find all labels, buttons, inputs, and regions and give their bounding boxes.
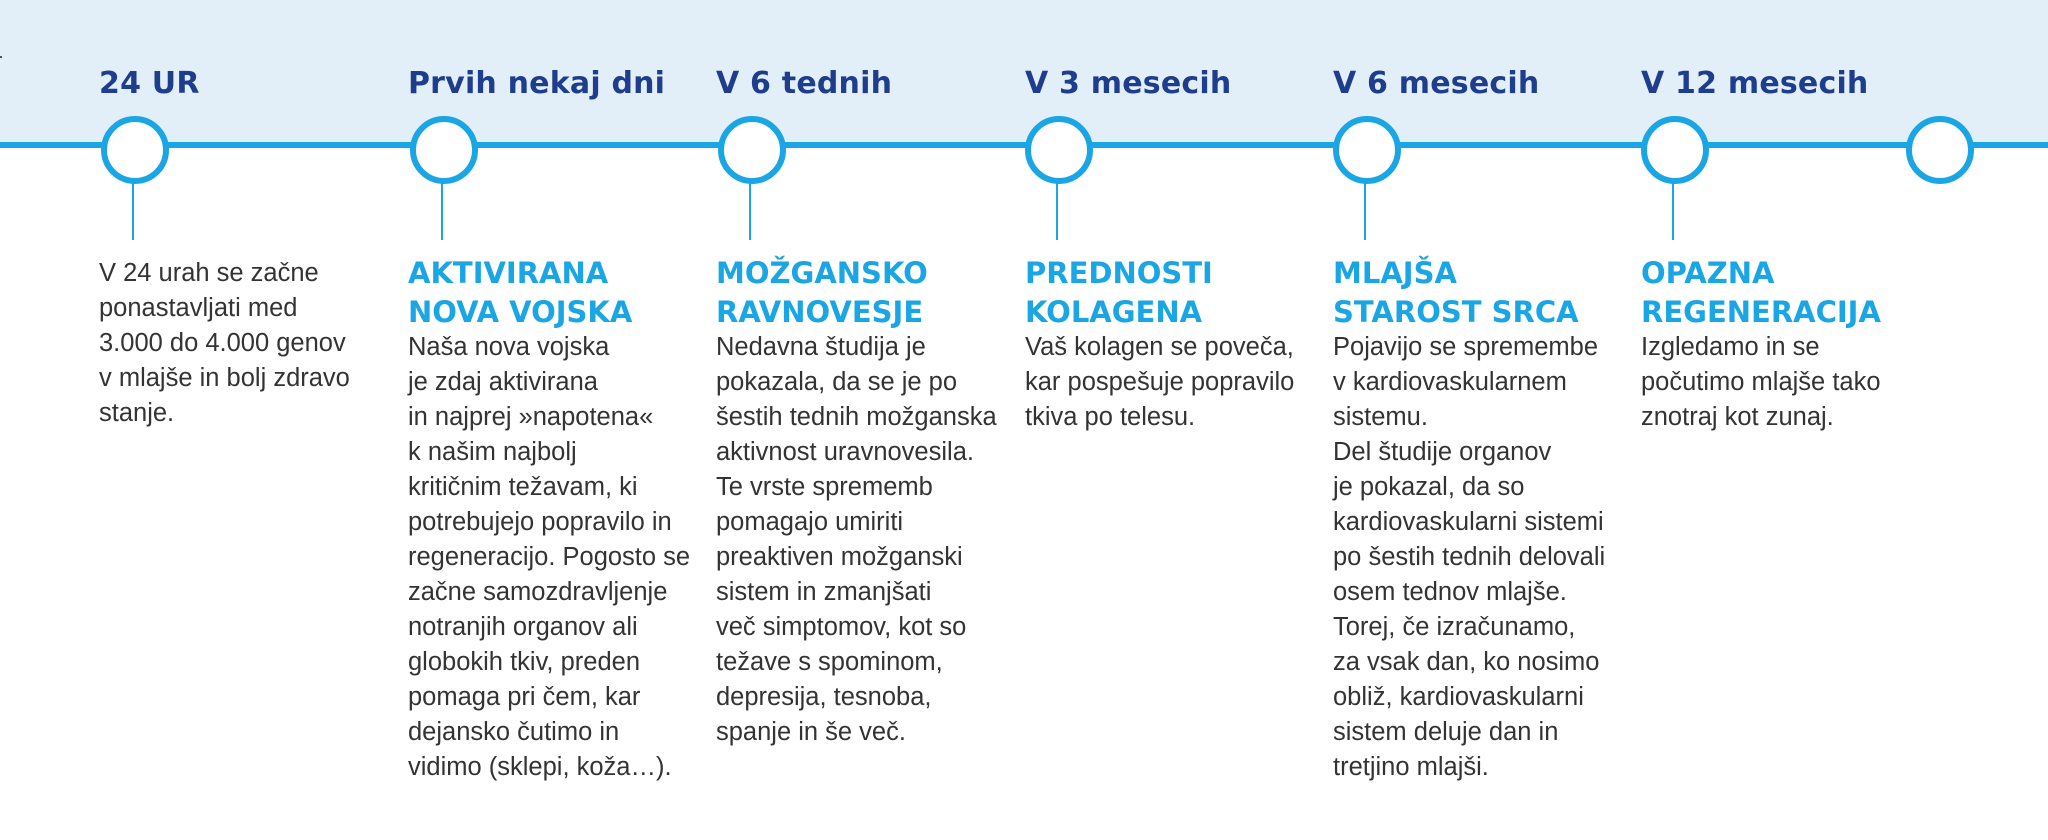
milestone-title: AKTIVIRANA NOVA VOJSKA bbox=[408, 256, 633, 329]
milestone-body: Nedavna študija je pokazala, da se je po šestih tednih možganska aktivnost uravnovesila. Te vrste sprememb pomagajo umiriti preaktiven možganski sistem in zmanjšati več simptomov, kot so težave s spominom, depresija, tesnoba, spanje in še več. bbox=[716, 333, 997, 746]
timeline-end-node bbox=[1906, 116, 1974, 184]
milestone-heading: V 6 tednih bbox=[716, 66, 893, 101]
milestone-body: V 24 urah se začne ponastavljati med 3.000 do 4.000 genov v mlajše in bolj zdravo stanje. bbox=[99, 259, 350, 427]
timeline-node bbox=[1333, 116, 1401, 184]
timeline-stem bbox=[132, 180, 134, 240]
timeline-stem bbox=[1056, 180, 1058, 240]
timeline-node bbox=[1641, 116, 1709, 184]
milestone-heading: 24 UR bbox=[99, 66, 200, 101]
timeline-stem bbox=[749, 180, 751, 240]
milestone-title: MOŽGANSKO RAVNOVESJE bbox=[716, 256, 928, 329]
timeline-line bbox=[0, 142, 2048, 148]
timeline-stem bbox=[1364, 180, 1366, 240]
milestone-title: OPAZNA REGENERACIJA bbox=[1641, 256, 1881, 329]
milestone-heading: Prvih nekaj dni bbox=[408, 66, 666, 101]
milestone-title: MLAJŠA STAROST SRCA bbox=[1333, 256, 1579, 329]
milestone-body: Vaš kolagen se poveča, kar pospešuje popravilo tkiva po telesu. bbox=[1025, 333, 1295, 431]
timeline-node bbox=[718, 116, 786, 184]
milestone-heading: V 6 mesecih bbox=[1333, 66, 1540, 101]
milestone-title: PREDNOSTI KOLAGENA bbox=[1025, 256, 1213, 329]
corner-mark bbox=[0, 56, 2, 58]
timeline-node bbox=[1025, 116, 1093, 184]
timeline-node bbox=[101, 116, 169, 184]
milestone-body: Izgledamo in se počutimo mlajše tako znotraj kot zunaj. bbox=[1641, 333, 1881, 431]
timeline-node bbox=[410, 116, 478, 184]
milestone-body: Naša nova vojska je zdaj aktivirana in najprej »napotena« k našim najbolj kritičnim težavam, ki potrebujejo popravilo in regeneracijo. Pogosto se začne samozdravljenje notranjih organov ali globokih tkiv, preden pomaga pri čem, kar dejansko čutimo in vidimo (sklepi, koža…). bbox=[408, 333, 691, 781]
timeline-stem bbox=[441, 180, 443, 240]
milestone-heading: V 12 mesecih bbox=[1641, 66, 1869, 101]
milestone-body: Pojavijo se spremembe v kardiovaskularnem sistemu. Del študije organov je pokazal, da so kardiovaskularni sistemi po šestih tednih delovali osem tednov mlajše. Torej, če izračunamo, za vsak dan, ko nosimo obliž, kardiovaskularni sistem deluje dan in tretjino mlajši. bbox=[1333, 333, 1606, 781]
timeline-stem bbox=[1672, 180, 1674, 240]
milestone-heading: V 3 mesecih bbox=[1025, 66, 1232, 101]
